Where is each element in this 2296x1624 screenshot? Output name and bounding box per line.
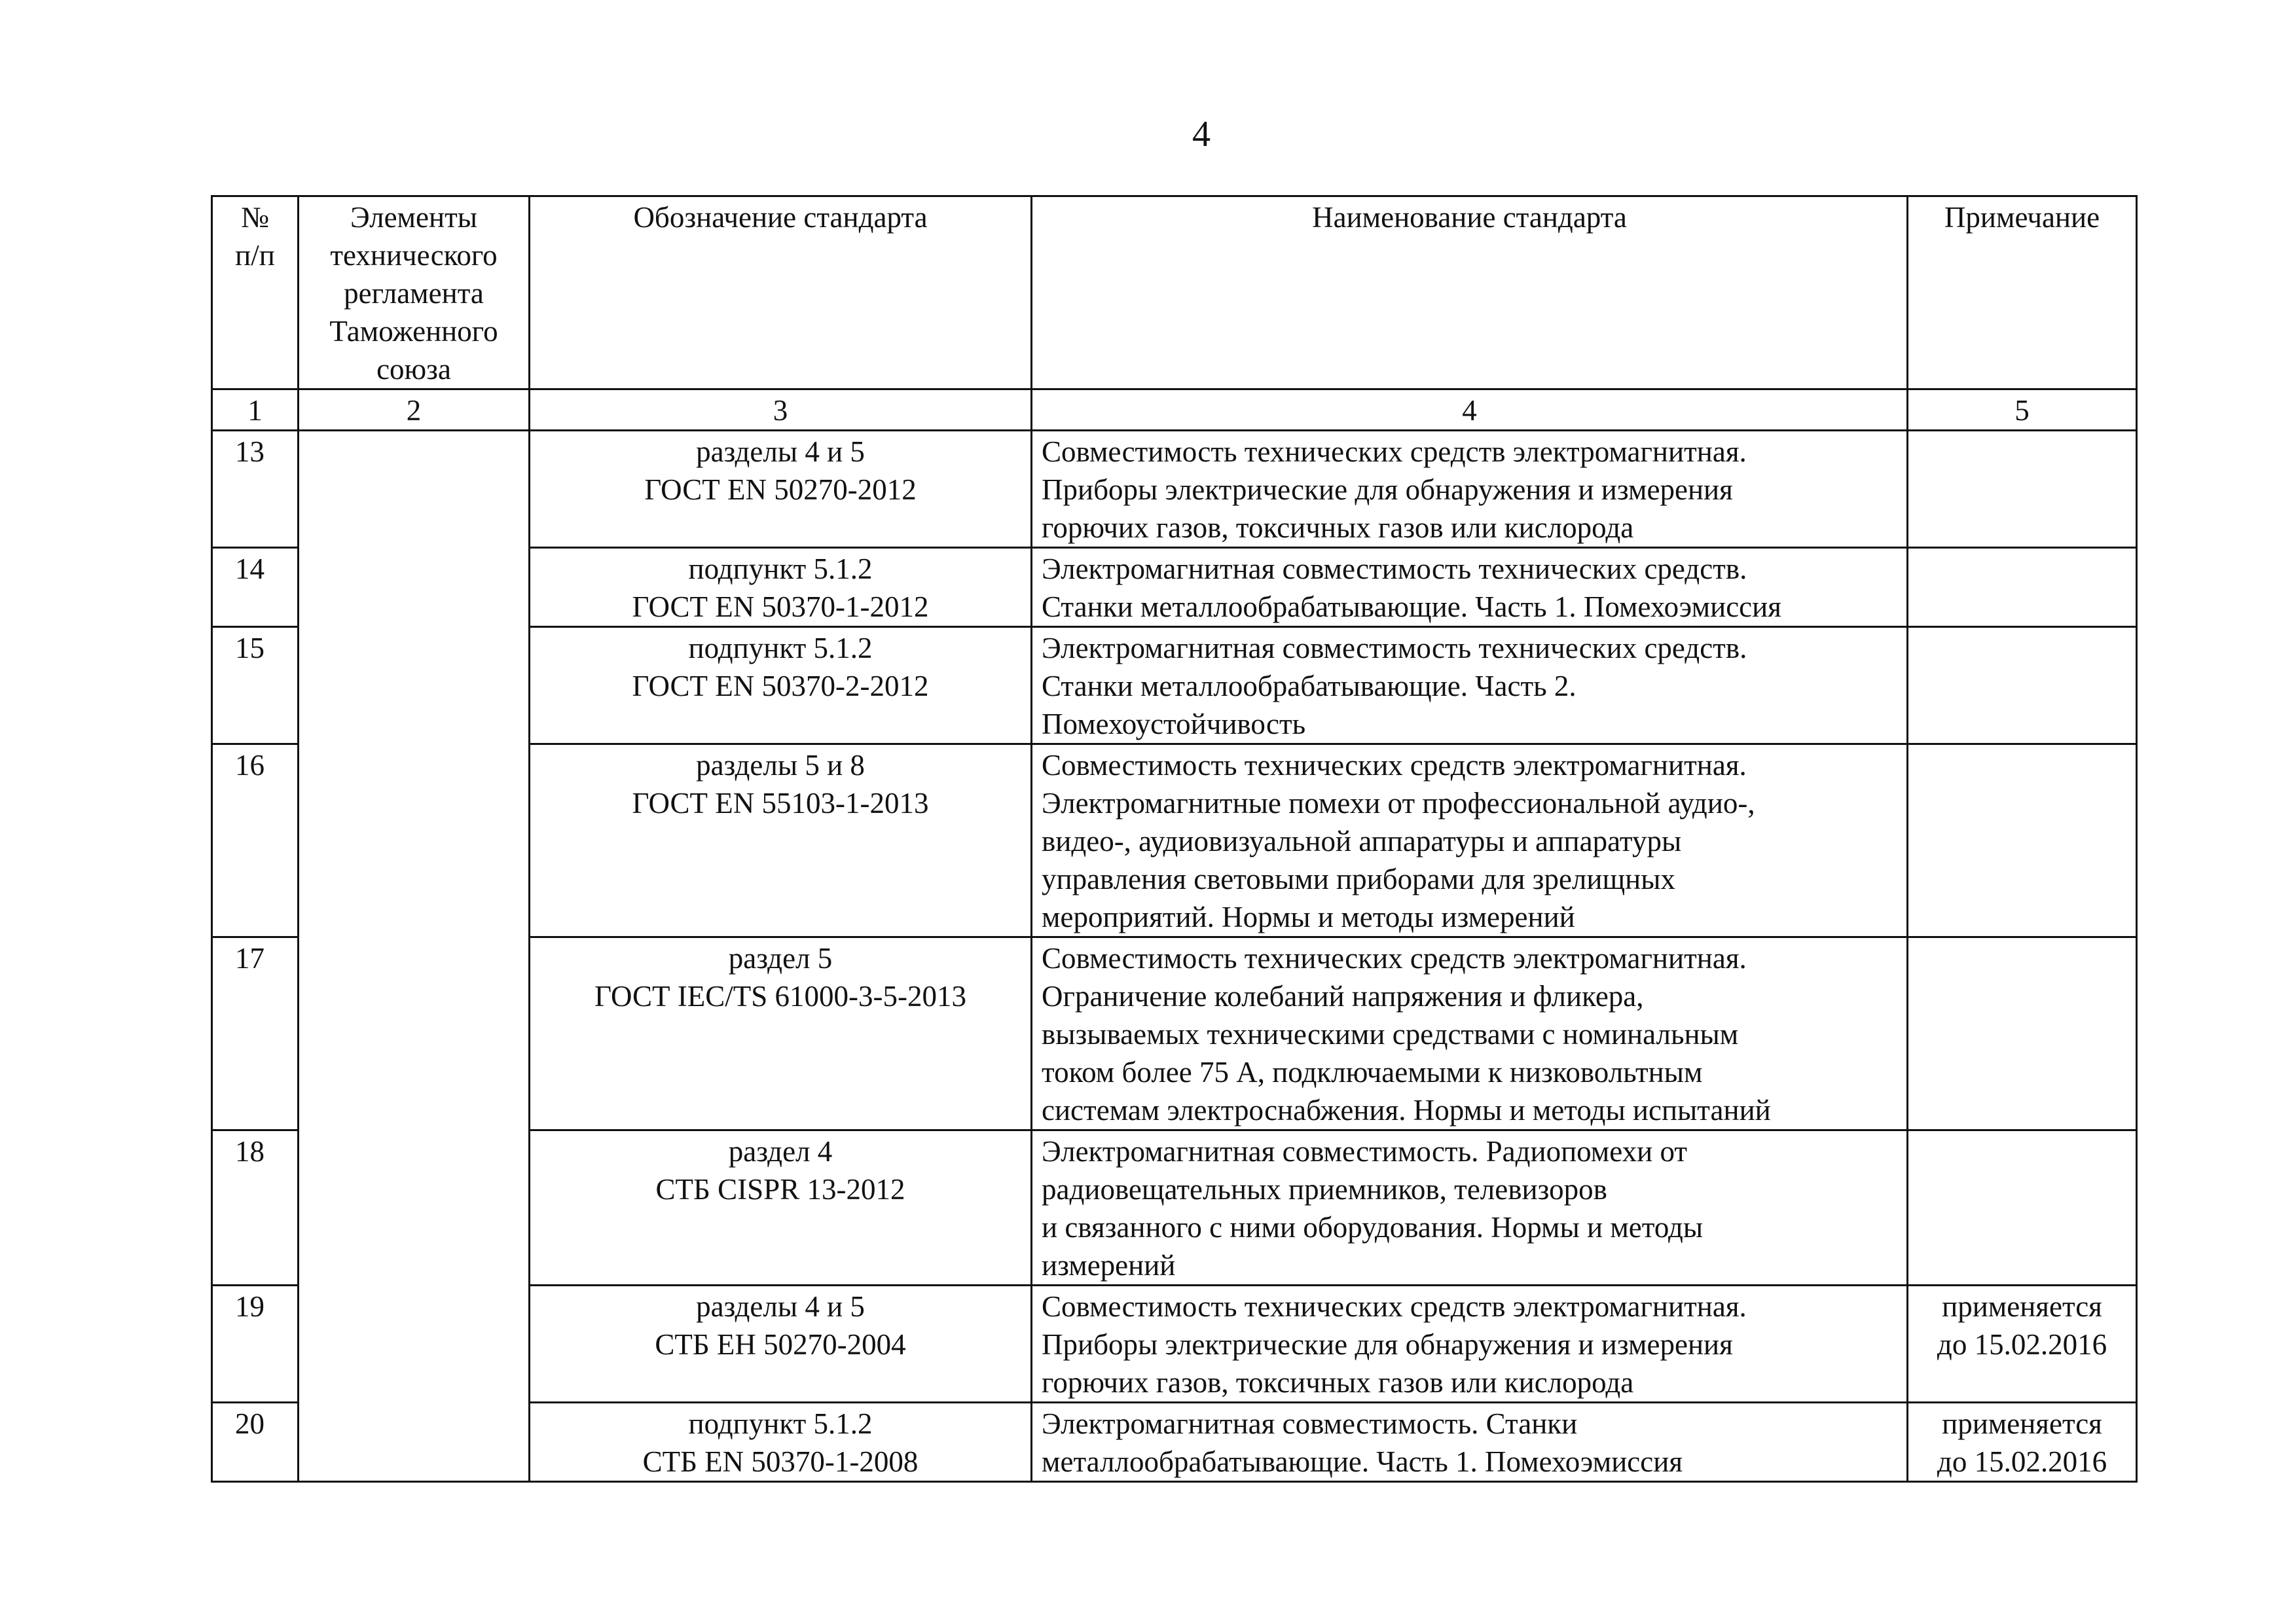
- row-number: 14: [212, 548, 299, 627]
- row-number: 15: [212, 627, 299, 744]
- row-designation: разделы 4 и 5 СТБ ЕН 50270-2004: [530, 1286, 1032, 1403]
- column-number: 3: [530, 389, 1032, 431]
- column-number: 4: [1032, 389, 1908, 431]
- row-number: 19: [212, 1286, 299, 1403]
- row-note: [1908, 937, 2137, 1130]
- row-standard-name: Электромагнитная совместимость технических средств. Станки металлообрабатывающие. Часть 2. Помехоустойчивость: [1032, 627, 1908, 744]
- row-note: [1908, 548, 2137, 627]
- header-num: № п/п: [212, 196, 299, 389]
- row-standard-name: Электромагнитная совместимость. Радиопомехи от радиовещательных приемников, телевизоров и связанного с ними оборудования. Нормы и методы измерений: [1032, 1130, 1908, 1286]
- row-note: применяется до 15.02.2016: [1908, 1286, 2137, 1403]
- row-note: [1908, 744, 2137, 937]
- row-designation: раздел 5 ГОСТ IEC/TS 61000-3-5-2013: [530, 937, 1032, 1130]
- header-name: Наименование стандарта: [1032, 196, 1908, 389]
- row-number: 16: [212, 744, 299, 937]
- row-designation: подпункт 5.1.2 ГОСТ EN 50370-2-2012: [530, 627, 1032, 744]
- column-number: 2: [299, 389, 530, 431]
- row-note: [1908, 627, 2137, 744]
- elements-cell-empty: [299, 431, 530, 1482]
- row-note: применяется до 15.02.2016: [1908, 1403, 2137, 1482]
- row-standard-name: Электромагнитная совместимость. Станки металлообрабатывающие. Часть 1. Помехоэмиссия: [1032, 1403, 1908, 1482]
- row-designation: подпункт 5.1.2 СТБ EN 50370-1-2008: [530, 1403, 1032, 1482]
- standards-table: [211, 195, 2138, 1483]
- row-standard-name: Совместимость технических средств электромагнитная. Ограничение колебаний напряжения и фликера, вызываемых техническими средствами с номинальным током более 75 А, подключаемыми к низковольтным системам электроснабжения. Нормы и методы испытаний: [1032, 937, 1908, 1130]
- column-number: 1: [212, 389, 299, 431]
- row-standard-name: Совместимость технических средств электромагнитная. Приборы электрические для обнаружения и измерения горючих газов, токсичных газов или кислорода: [1032, 431, 1908, 548]
- column-number: 5: [1908, 389, 2137, 431]
- row-number: 17: [212, 937, 299, 1130]
- row-note: [1908, 1130, 2137, 1286]
- row-note: [1908, 431, 2137, 548]
- row-standard-name: Электромагнитная совместимость технических средств. Станки металлообрабатывающие. Часть 1. Помехоэмиссия: [1032, 548, 1908, 627]
- row-number: 13: [212, 431, 299, 548]
- row-designation: разделы 4 и 5 ГОСТ EN 50270-2012: [530, 431, 1032, 548]
- header-note: Примечание: [1908, 196, 2137, 389]
- row-designation: подпункт 5.1.2 ГОСТ EN 50370-1-2012: [530, 548, 1032, 627]
- row-standard-name: Совместимость технических средств электромагнитная. Приборы электрические для обнаружения и измерения горючих газов, токсичных газов или кислорода: [1032, 1286, 1908, 1403]
- row-designation: раздел 4 СТБ CISPR 13-2012: [530, 1130, 1032, 1286]
- header-designation: Обозначение стандарта: [530, 196, 1032, 389]
- row-standard-name: Совместимость технических средств электромагнитная. Электромагнитные помехи от профессиональной аудио-, видео-, аудиовизуальной аппаратуры и аппаратуры управления световыми приборами для зрелищных мероприятий. Нормы и методы измерений: [1032, 744, 1908, 937]
- row-number: 20: [212, 1403, 299, 1482]
- table-header-row: [212, 196, 2137, 389]
- table-row: [212, 431, 2137, 548]
- column-number-row: [212, 389, 2137, 431]
- row-number: 18: [212, 1130, 299, 1286]
- page-number: 4: [1192, 114, 1211, 154]
- header-elements: Элементы технического регламента Таможенного союза: [299, 196, 530, 389]
- row-designation: разделы 5 и 8 ГОСТ EN 55103-1-2013: [530, 744, 1032, 937]
